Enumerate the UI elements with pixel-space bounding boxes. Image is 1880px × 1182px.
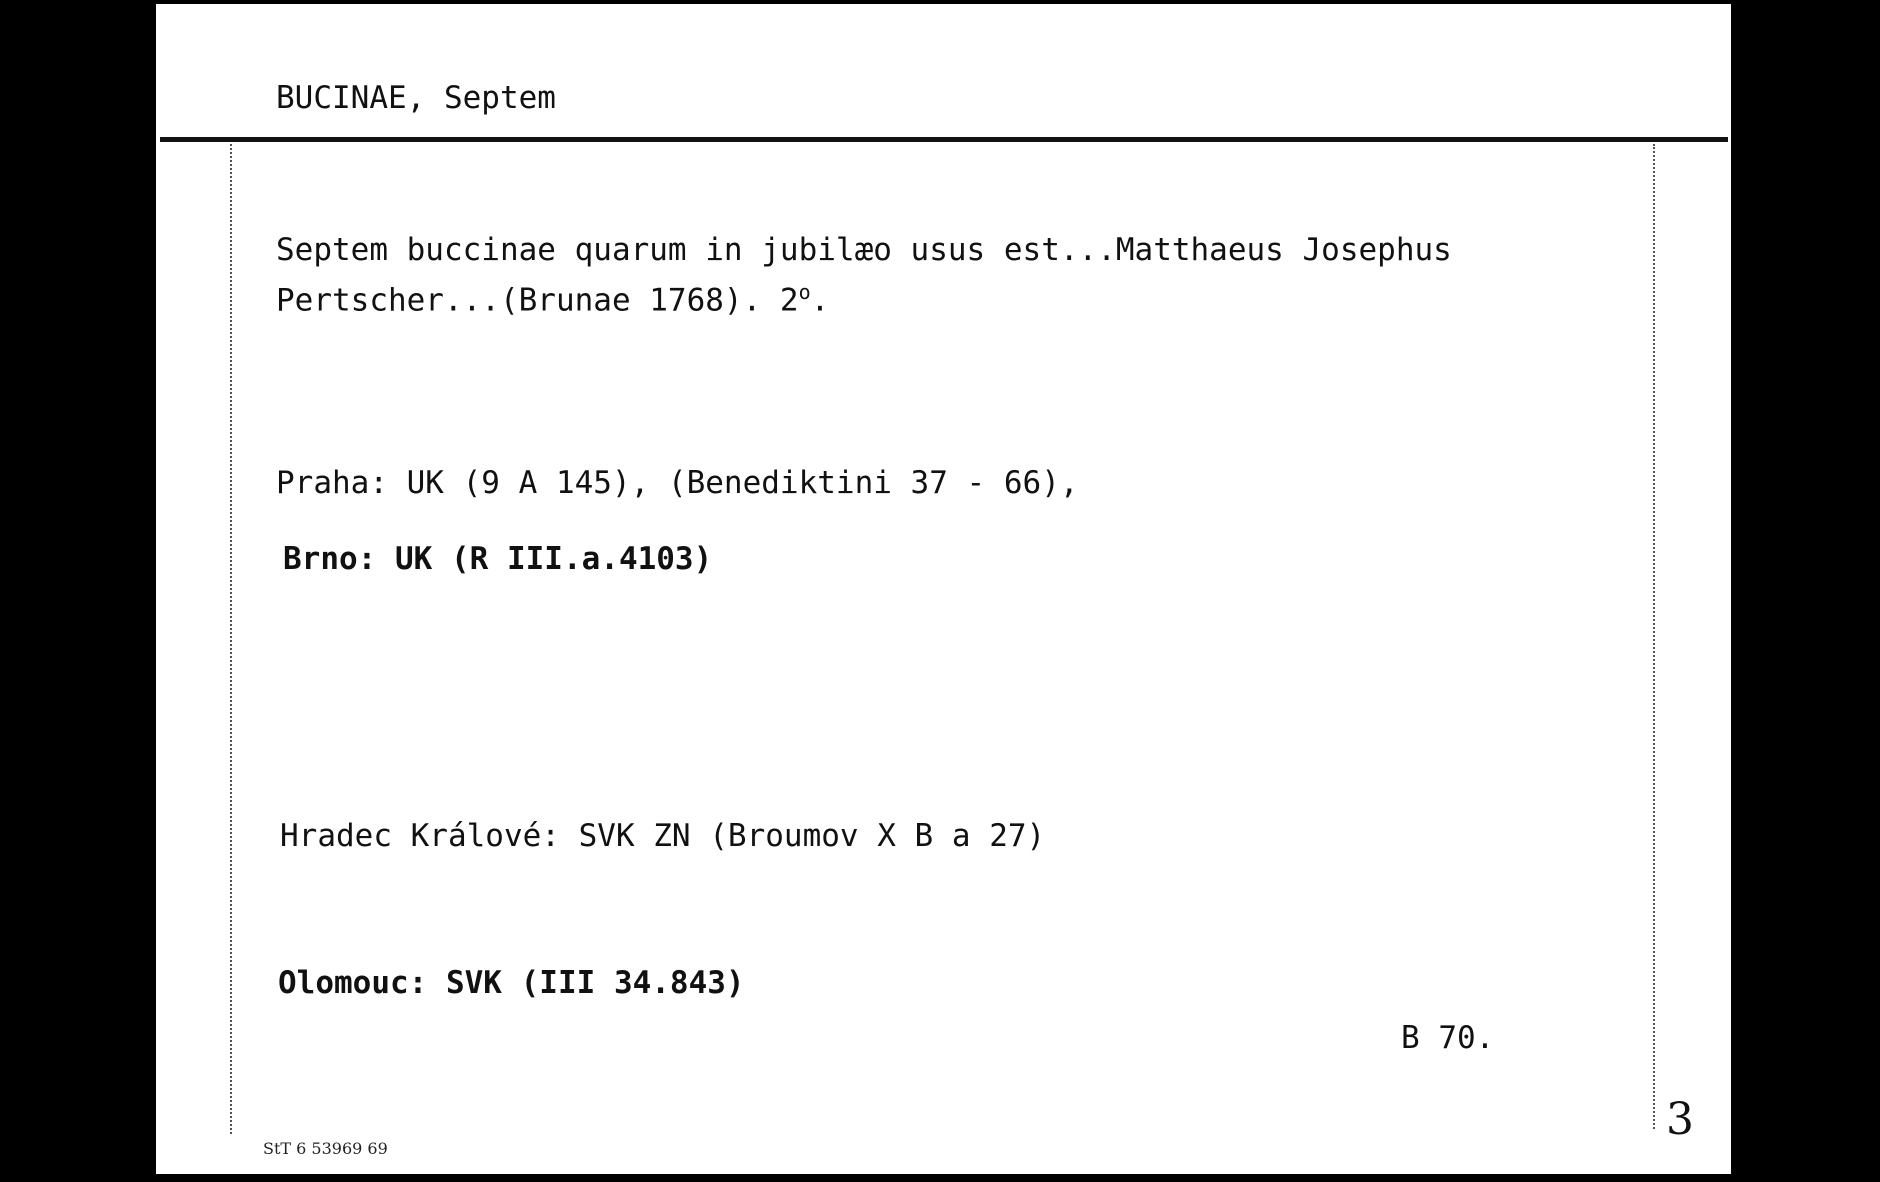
entry-line-2 — [276, 280, 829, 318]
card-heading: BUCINAE, Septem — [276, 80, 556, 116]
right-margin-line — [1653, 144, 1655, 1129]
card-number: 3 — [1666, 1094, 1694, 1145]
entry-line-2-text: Pertscher...(Brunae 1768). 2 — [276, 282, 799, 319]
printer-imprint: StT 6 53969 69 — [263, 1139, 388, 1158]
location-brno: Brno: UK (R III.a.4103) — [283, 541, 713, 577]
entry-line-1: Septem buccinae quarum in jubilæo usus est...Matthaeus Josephus — [276, 232, 1452, 268]
left-margin-line — [230, 144, 232, 1134]
entry-line-2-end: . — [810, 282, 830, 319]
catalog-card — [156, 4, 1731, 1174]
location-olomouc: Olomouc: SVK (III 34.843) — [278, 965, 745, 1001]
heading-rule — [160, 137, 1728, 142]
call-number: B 70. — [1401, 1020, 1495, 1056]
location-praha: Praha: UK (9 A 145), (Benediktini 37 - 66), — [276, 465, 1079, 501]
entry-line-2-superscript: o — [798, 280, 811, 304]
location-hradec-kralove: Hradec Králové: SVK ZN (Broumov X B a 27) — [280, 818, 1046, 854]
